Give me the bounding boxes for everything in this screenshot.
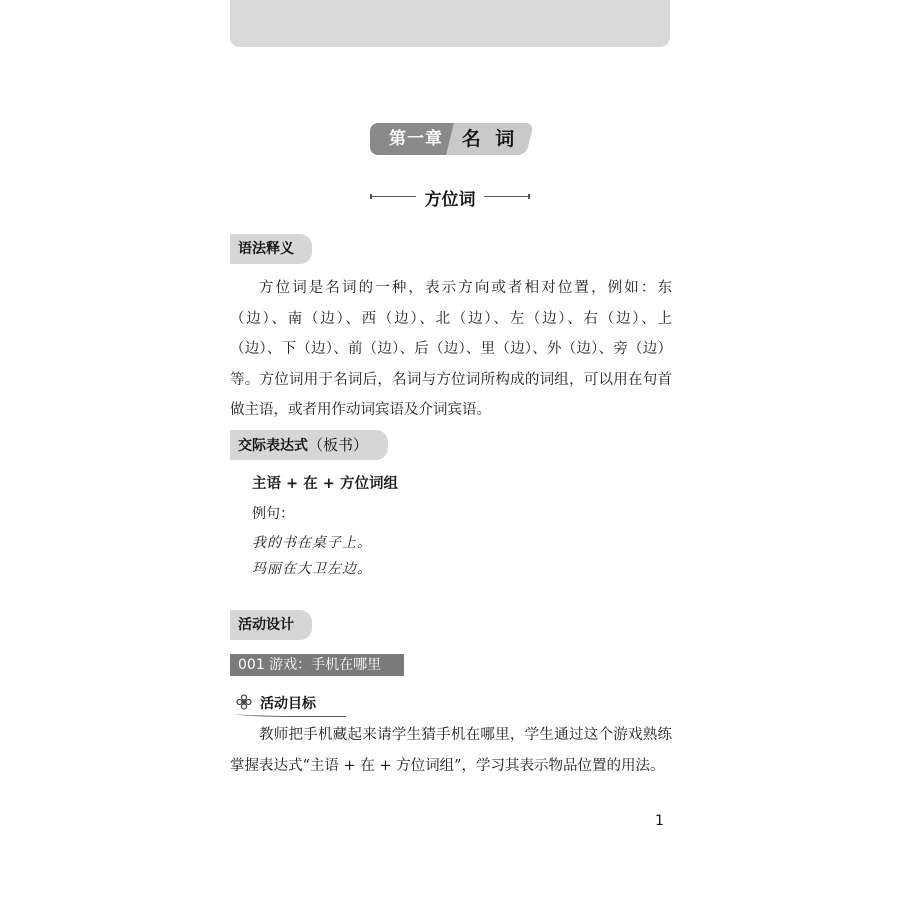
flower-icon [236,694,252,710]
chapter-name: 名 词 [461,128,519,150]
goal-underline [236,712,346,717]
example-label: 例句： [252,506,294,522]
activity-goal-text: 教师把手机藏起来请学生猜手机在哪里，学生通过这个游戏熟练掌握表达式“主语 + 在 + 方位词组”，学习其表示物品位置的用法。 [230,727,672,774]
activity-heading [230,610,312,640]
example-sentence-1: 我的书在桌子上。 [252,535,372,551]
expression-formula: 主语 + 在 + 方位词组 [252,475,398,492]
section-title-text: 方位词 [424,190,476,210]
expression-heading-suffix: （板书） [308,436,369,454]
grammar-paragraph [230,273,672,426]
grammar-heading [230,234,312,264]
expression-heading [230,430,388,460]
activity-heading-text: 活动设计 [238,617,294,633]
activity-goal-header [236,690,346,716]
chapter-number: 第一章 [370,123,462,155]
activity-goal-label: 活动目标 [260,696,316,712]
chapter-name-tab [446,123,534,155]
grammar-paragraph-text: 方位词是名词的一种，表示方向或者相对位置，例如：东（边）、南（边）、西（边）、北（边）、左（边）、右（边）、上（边）、下（边）、前（边）、后（边）、里（边）、外（边）、旁（边）等。方位词用于名词后，名词与方位词所构成的词组，可以用在句首做主语，或者用作动词宾语及介词宾语。 [230,280,672,418]
grammar-heading-text: 语法释义 [238,241,294,257]
activity-goal-paragraph [230,720,672,781]
title-rule-right [484,196,530,197]
expression-heading-text: 交际表达式 [238,438,308,454]
example-sentence-2: 玛丽在大卫左边。 [252,561,372,577]
section-title [370,183,530,211]
activity-bar: 001 游戏：手机在哪里 [230,654,404,676]
top-banner [230,0,670,47]
page-number: 1 [655,813,664,829]
